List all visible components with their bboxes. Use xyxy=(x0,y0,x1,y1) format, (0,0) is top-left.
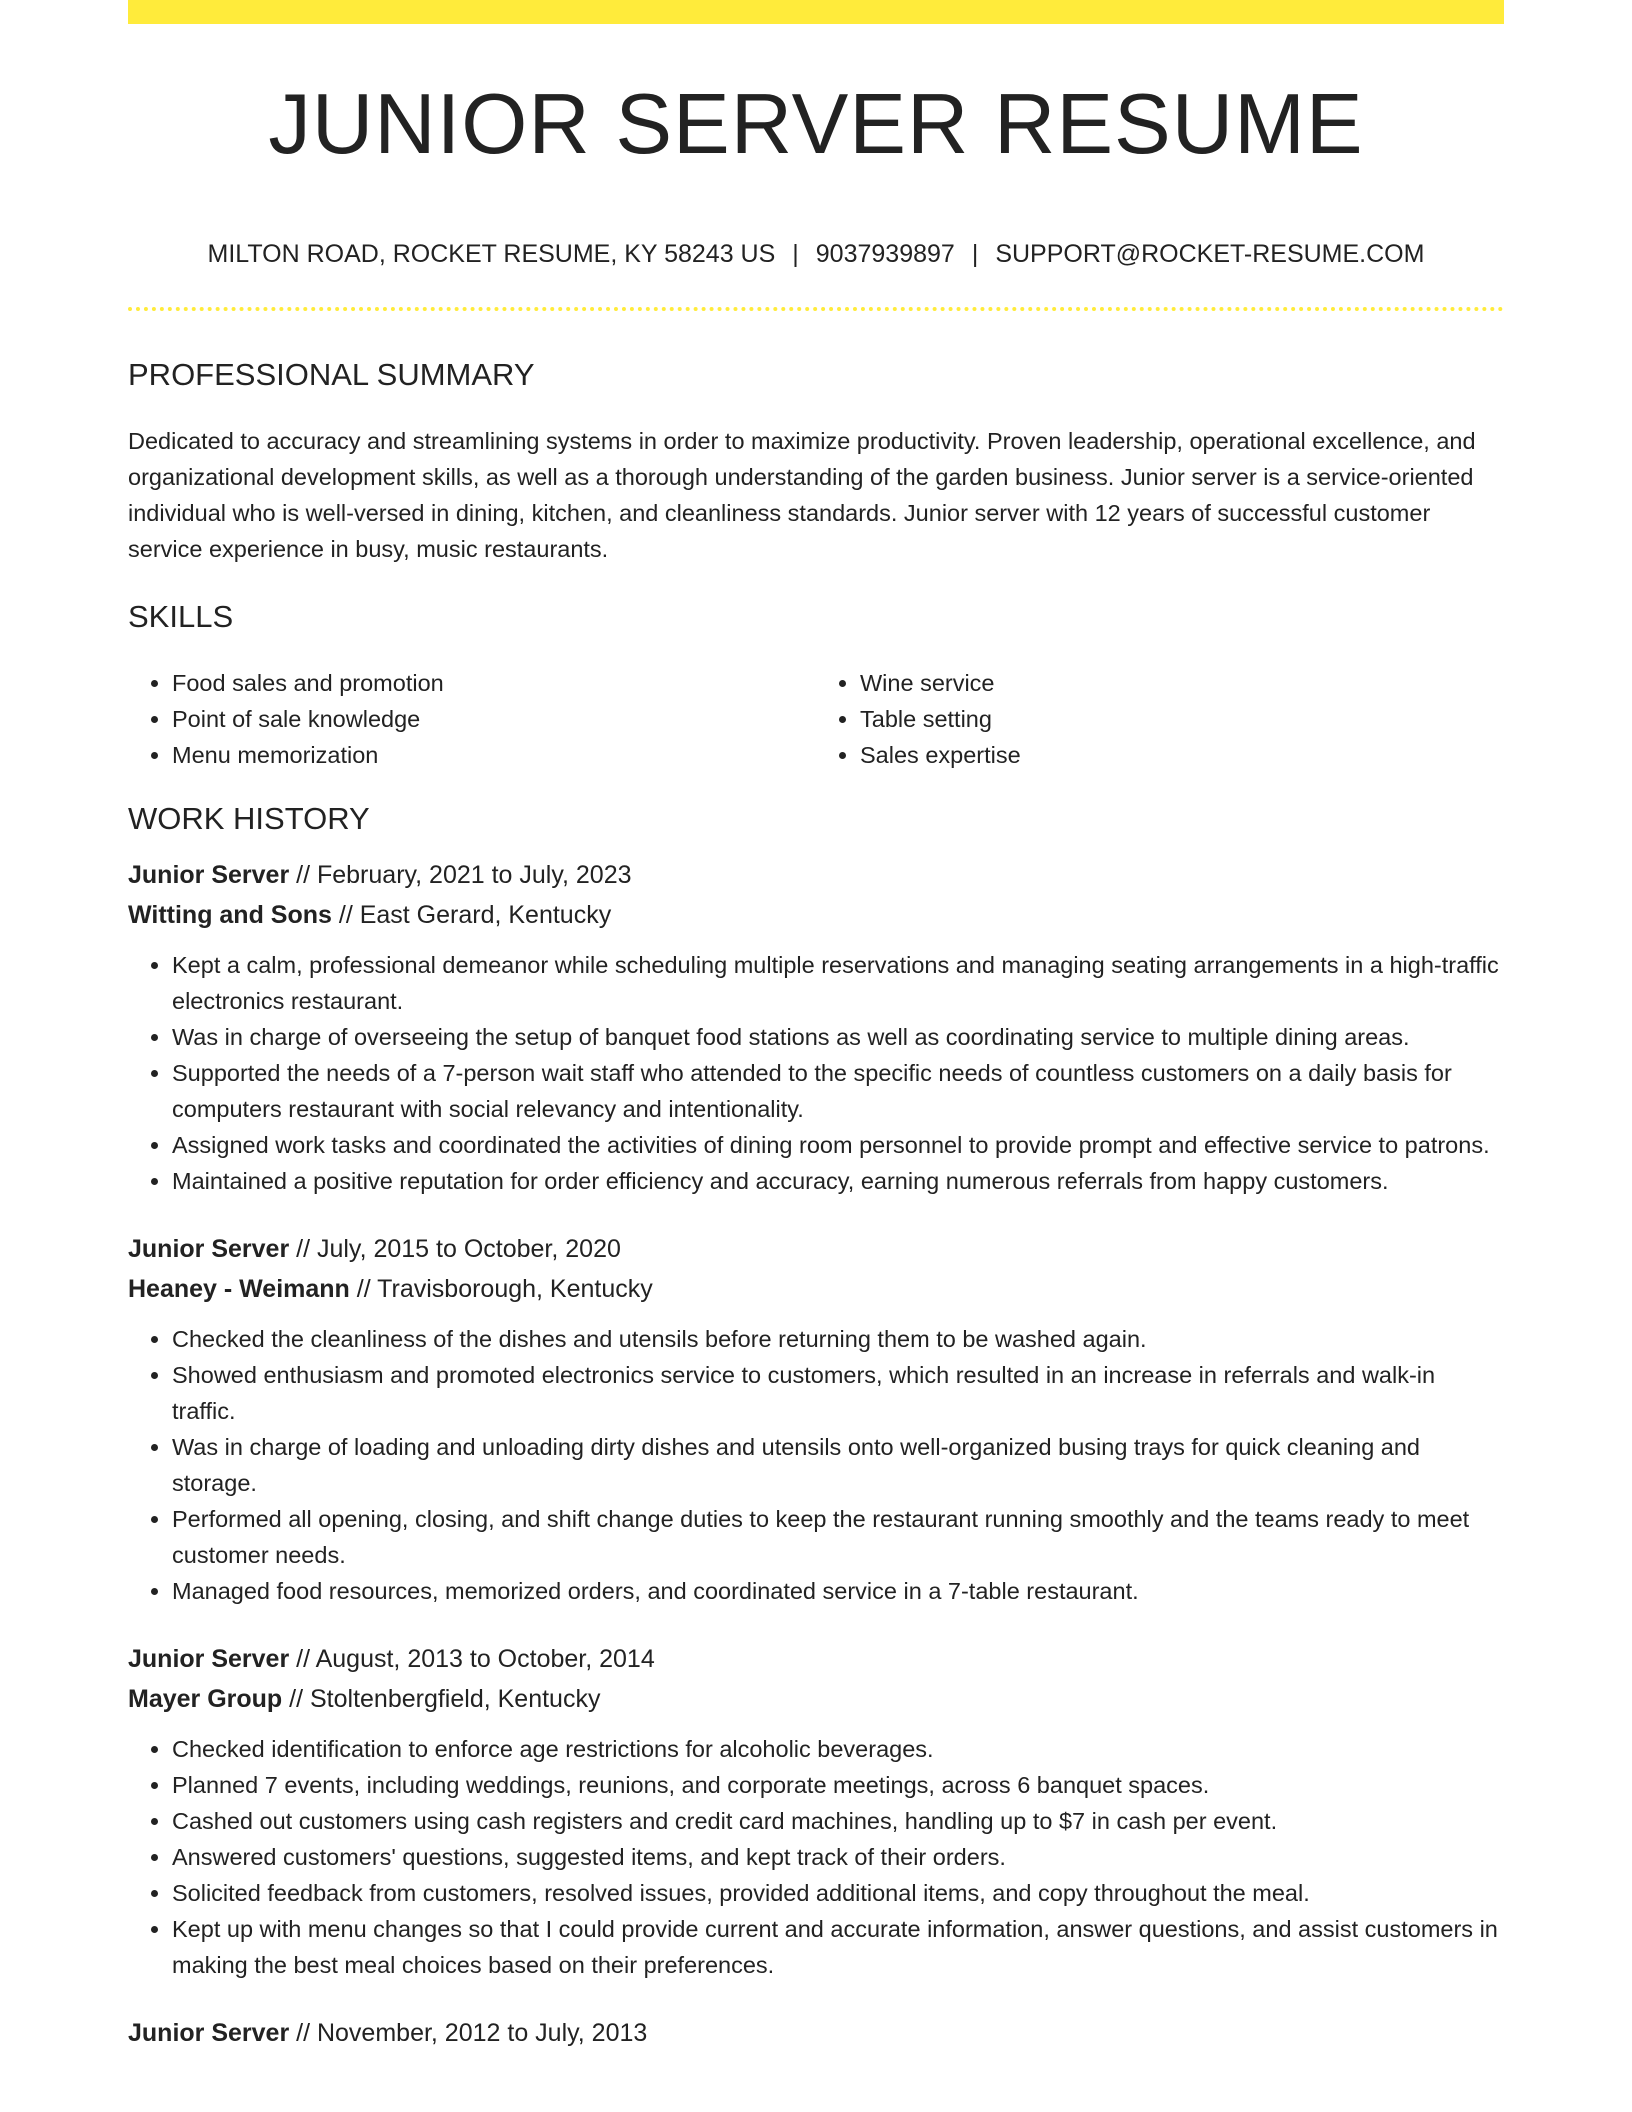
skill-item: • Table setting xyxy=(860,701,1504,737)
job-entry xyxy=(128,1639,1504,1983)
job-dates: // July, 2015 to October, 2020 xyxy=(296,1235,621,1263)
job-title-line xyxy=(128,1639,1504,1679)
duty-item: • Checked the cleanliness of the dishes and utensils before returning them to be washed again. xyxy=(172,1321,1504,1357)
duty-item: • Planned 7 events, including weddings, reunions, and corporate meetings, across 6 banquet spaces. xyxy=(172,1767,1504,1803)
skills-columns xyxy=(128,665,1504,773)
job-company-line xyxy=(128,1679,1504,1719)
job-duties xyxy=(128,1321,1504,1609)
job-title: Junior Server xyxy=(128,1235,290,1263)
duty-item: • Managed food resources, memorized orders, and coordinated service in a 7-table restaurant. xyxy=(172,1573,1504,1609)
summary-text: Dedicated to accuracy and streamlining systems in order to maximize productivity. Proven leadership, operational excellence, and organizational development skills, as well as a thorough understanding of the garden business. Junior server is a service-oriented individual who is well-versed in dining, kitchen, and cleanliness standards. Junior server with 12 years of successful customer service experience in busy, music restaurants. xyxy=(128,428,1476,562)
job-company: Heaney - Weimann xyxy=(128,1275,350,1303)
job-entry xyxy=(128,1229,1504,1609)
job-title: Junior Server xyxy=(128,2019,290,2047)
resume-title: JUNIOR SERVER RESUME xyxy=(268,77,1364,172)
skills-list-right xyxy=(816,665,1504,773)
work-history-section xyxy=(128,799,1504,2053)
duty-item: • Solicited feedback from customers, resolved issues, provided additional items, and copy throughout the meal. xyxy=(172,1875,1504,1911)
skill-item: • Menu memorization xyxy=(172,737,816,773)
skill-item: • Point of sale knowledge xyxy=(172,701,816,737)
phone: 9037939897 xyxy=(815,240,955,268)
job-title-line xyxy=(128,855,1504,895)
job-location: // Travisborough, Kentucky xyxy=(356,1275,653,1303)
job-title-line xyxy=(128,2013,1504,2053)
skill-item: • Food sales and promotion xyxy=(172,665,816,701)
job-company: Mayer Group xyxy=(128,1685,283,1713)
email: SUPPORT@ROCKET-RESUME.COM xyxy=(995,240,1425,268)
duty-item: • Checked identification to enforce age restrictions for alcoholic beverages. xyxy=(172,1731,1504,1767)
resume-content xyxy=(128,355,1504,2083)
job-entry xyxy=(128,855,1504,1199)
duty-item: • Kept a calm, professional demeanor while scheduling multiple reservations and managing seating arrangements in a high-traffic electronics restaurant. xyxy=(172,947,1504,1019)
job-title: Junior Server xyxy=(128,861,290,889)
job-title: Junior Server xyxy=(128,1645,290,1673)
dotted-divider xyxy=(128,307,1504,311)
duty-item: • Supported the needs of a 7-person wait staff who attended to the specific needs of countless customers on a daily basis for computers restaurant with social relevancy and intentionality. xyxy=(172,1055,1504,1127)
duty-item: • Was in charge of loading and unloading dirty dishes and utensils onto well-organized busing trays for quick cleaning and storage. xyxy=(172,1429,1504,1501)
duty-item: • Answered customers' questions, suggested items, and kept track of their orders. xyxy=(172,1839,1504,1875)
job-location: // Stoltenbergfield, Kentucky xyxy=(289,1685,601,1713)
duty-item: • Showed enthusiasm and promoted electronics service to customers, which resulted in an increase in referrals and walk-in traffic. xyxy=(172,1357,1504,1429)
duty-item: • Cashed out customers using cash registers and credit card machines, handling up to $7 in cash per event. xyxy=(172,1803,1504,1839)
job-company-line xyxy=(128,1269,1504,1309)
skills-section xyxy=(128,597,1504,773)
job-entry xyxy=(128,2013,1504,2053)
skills-heading: SKILLS xyxy=(128,599,234,634)
job-dates: // February, 2021 to July, 2023 xyxy=(296,861,632,889)
job-duties xyxy=(128,1731,1504,1983)
job-company-line xyxy=(128,895,1504,935)
duty-item: • Kept up with menu changes so that I could provide current and accurate information, answer questions, and assist customers in making the best meal choices based on their preferences. xyxy=(172,1911,1504,1983)
summary-heading: PROFESSIONAL SUMMARY xyxy=(128,357,535,392)
contact-line xyxy=(128,238,1504,270)
job-company: Witting and Sons xyxy=(128,901,332,929)
job-dates: // November, 2012 to July, 2013 xyxy=(296,2019,648,2047)
separator: | xyxy=(792,240,799,268)
skill-item: • Sales expertise xyxy=(860,737,1504,773)
duty-item: • Maintained a positive reputation for order efficiency and accuracy, earning numerous referrals from happy customers. xyxy=(172,1163,1504,1199)
address: MILTON ROAD, ROCKET RESUME, KY 58243 US xyxy=(207,240,776,268)
job-location: // East Gerard, Kentucky xyxy=(338,901,612,929)
skills-list-left xyxy=(128,665,816,773)
duty-item: • Was in charge of overseeing the setup of banquet food stations as well as coordinating service to multiple dining areas. xyxy=(172,1019,1504,1055)
job-title-line xyxy=(128,1229,1504,1269)
skill-item: • Wine service xyxy=(860,665,1504,701)
duty-item: • Assigned work tasks and coordinated the activities of dining room personnel to provide prompt and effective service to patrons. xyxy=(172,1127,1504,1163)
duty-item: • Performed all opening, closing, and shift change duties to keep the restaurant running smoothly and the teams ready to meet customer needs. xyxy=(172,1501,1504,1573)
work-history-heading: WORK HISTORY xyxy=(128,801,370,836)
summary-section xyxy=(128,355,1504,567)
job-dates: // August, 2013 to October, 2014 xyxy=(296,1645,655,1673)
accent-bar xyxy=(128,0,1504,24)
separator: | xyxy=(971,240,979,268)
job-duties xyxy=(128,947,1504,1199)
